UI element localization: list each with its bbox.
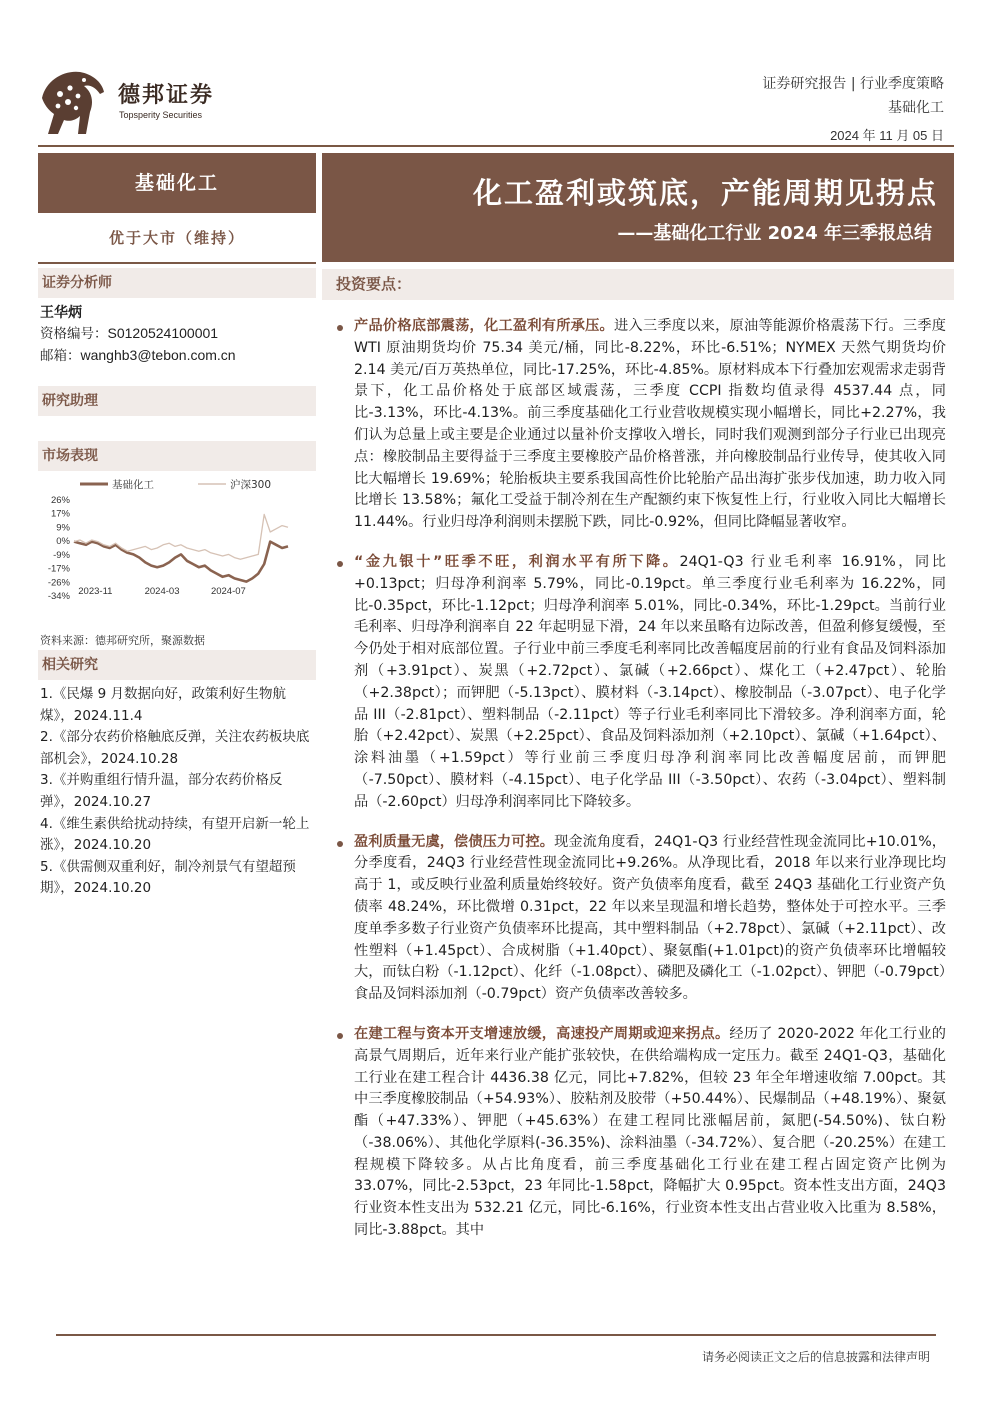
related-item[interactable]: 1.《民爆 9 月数据向好，政策利好生物航煤》，2024.11.4 bbox=[40, 686, 287, 724]
legend-label: 沪深300 bbox=[230, 479, 272, 491]
related-item[interactable]: 2.《部分农药价格触底反弹，关注农药板块底部机会》，2024.10.28 bbox=[40, 729, 310, 767]
paragraph-text: 现金流角度看，24Q1-Q3 行业经营性现金流同比+10.01%，分季度看，24Q3 行业经营性现金流同比+9.26%。从净现比看，2018 年以来行业净现比均高于 1，或反映行业盈利质量始终较好。资产负债率角度看，截至 24Q3 基础化工行业资产负债率 48.24%，环比微增 0.31pct，22 年以来呈现温和增长趋势，整体处于可控水平。三季度单季多数子行业资产负债率环比提高，其中塑料制品（+2.78pct）、氯碱（+2.11pct）、改性塑料（+1.45pct）、合成树脂（+1.40pct）、聚氨酯(+1.01pct)的资产负债率环比增幅较大，而钛白粉（-1.12pct）、化纤（-1.08pct）、磷肥及磷化工（-1.02pct）、钾肥（-0.79pct）食品及饲料添加剂（-0.79pct）资产负债率改善较多。 bbox=[354, 833, 946, 1003]
left-divider bbox=[38, 262, 316, 264]
key-point-paragraph bbox=[322, 316, 954, 534]
x-tick-label: 2023-11 bbox=[78, 586, 113, 597]
header-meta bbox=[762, 72, 944, 148]
y-tick-label: 0% bbox=[56, 536, 70, 548]
email-label: 邮箱： bbox=[40, 348, 81, 364]
report-title: 化工盈利或筑底，产能周期见拐点 bbox=[472, 176, 938, 210]
analyst-name: 王华炳 bbox=[40, 305, 82, 321]
related-item[interactable]: 4.《维生素供给扰动持续，有望开启新一轮上涨》，2024.10.20 bbox=[40, 815, 310, 854]
key-points-title: 投资要点： bbox=[322, 269, 954, 300]
disclaimer-note: 请务必阅读正文之后的信息披露和法律声明 bbox=[701, 1350, 930, 1364]
paragraph-lead: 盈利质量无虞，偿债压力可控。 bbox=[354, 833, 555, 850]
footer-divider bbox=[56, 1334, 936, 1336]
market-performance-chart bbox=[38, 476, 316, 606]
related-section-title: 相关研究 bbox=[38, 650, 316, 680]
related-item[interactable]: 3.《并购重组行情升温，部分农药价格反弹》，2024.10.27 bbox=[40, 772, 283, 810]
title-box bbox=[322, 153, 954, 262]
cert-value: S0120524100001 bbox=[107, 325, 219, 341]
header-divider bbox=[38, 145, 954, 147]
paragraph-lead: 在建工程与资本开支增速放缓，高速投产周期或迎来拐点。 bbox=[354, 1025, 730, 1042]
leopard-logo-icon bbox=[40, 68, 106, 138]
related-research-list bbox=[40, 684, 312, 900]
report-type: 证券研究报告 | 行业季度策略 bbox=[762, 76, 944, 92]
report-date: 2024 年 11 月 05 日 bbox=[830, 128, 944, 143]
chart-source: 资料来源：德邦研究所，聚源数据 bbox=[40, 634, 205, 647]
report-subtitle: ——基础化工行业 2024 年三季报总结 bbox=[617, 223, 932, 244]
bullet-icon bbox=[337, 1033, 343, 1039]
y-tick-label: 26% bbox=[50, 495, 70, 506]
market-section-title: 市场表现 bbox=[38, 441, 316, 471]
bullet-icon bbox=[337, 841, 343, 847]
analyst-email bbox=[40, 344, 236, 364]
assistant-section-title: 研究助理 bbox=[38, 386, 316, 416]
legend-label: 基础化工 bbox=[112, 479, 154, 491]
related-item[interactable]: 5.《供需侧双重利好，制冷剂景气有望超预期》，2024.10.20 bbox=[40, 858, 296, 897]
bullet-icon bbox=[337, 325, 343, 331]
email-value[interactable]: wanghb3@tebon.com.cn bbox=[80, 347, 236, 363]
x-tick-label: 2024-03 bbox=[144, 586, 180, 597]
key-point-paragraph bbox=[322, 832, 954, 1006]
y-tick-label: 9% bbox=[56, 522, 70, 534]
bullet-icon bbox=[337, 561, 343, 567]
y-tick-label: 17% bbox=[50, 508, 70, 520]
cert-label: 资格编号： bbox=[40, 326, 108, 342]
key-point-paragraph bbox=[322, 1024, 954, 1242]
series-line-sector bbox=[74, 542, 288, 582]
paragraph-text: 经历了 2020-2022 年化工行业的高景气周期后，近年来行业产能扩张较快，在供给端构成一定压力。截至 24Q1-Q3，基础化工行业在建工程合计 4436.38 亿元，同比+7.82%，但较 23 年全年增速收缩 7.00pct。其中三季度橡胶制品（+54.93%）、胶粘剂及胶带（+50.44%）、民爆制品（+48.19%）、聚氨酯（+47.33%）、钾肥（+45.63%）在建工程同比涨幅居前，氮肥(-54.50%)、钛白粉（-38.06%）、其他化学原料(-36.35%)、涂料油墨（-34.72%）、复合肥（-20.25%）在建工程规模下降较多。从占比角度看，前三季度基础化工行业在建工程占固定资产比例为 33.07%，同比-2.53pct，23 年同比-1.58pct，降幅扩大 0.95pct。资本性支出方面，24Q3 行业资本性支出为 532.21 亿元，同比-6.16%，行业资本性支出占营业收入比重为 8.58%，同比-3.88pct。其中 bbox=[354, 1025, 946, 1239]
analyst-cert bbox=[40, 322, 218, 342]
x-tick-label: 2024-07 bbox=[210, 586, 246, 597]
analyst-section-title: 证券分析师 bbox=[38, 268, 316, 298]
company-logo bbox=[40, 68, 260, 140]
rating: 优于大市（维持） bbox=[108, 229, 245, 247]
logo-cn-text: 德邦证券 bbox=[118, 83, 215, 108]
paragraph-text: 进入三季度以来，原油等能源价格震荡下行。三季度 WTI 原油期货均价 75.34 美元/桶，同比-8.22%，环比-6.51%；NYMEX 天然气期货均价 2.14 美元/百万英热单位，同比-17.25%，环比-4.85%。原材料成本下行叠加宏观需求走弱背景下，化工品价格处于底部区域震荡，三季度 CCPI 指数均值录得 4537.44 点，同比-3.13%，环比-4.13%。前三季度基础化工行业营收规模实现小幅增长，同比+2.27%，我们认为总量上或主要是企业通过以量补价支撑收入增长，同时我们观测到部分子行业已出现亮点：橡胶制品主要得益于三季度主要橡胶产品价格普涨，并向橡胶制品行业传导，使其收入同比大幅增长 19.69%；轮胎板块主要系我国高性价比轮胎产品出海扩张步伐加速，助力收入同比增长 13.58%；氟化工受益于制冷剂在生产配额约束下恢复性上行，行业收入同比大幅增长 11.44%。行业归母净利润则未摆脱下跌，同比-0.92%，但同比降幅显著收窄。 bbox=[354, 318, 946, 531]
y-tick-label: -26% bbox=[47, 577, 70, 589]
logo-en-text: Topsperity Securities bbox=[119, 110, 203, 120]
series-line-benchmark bbox=[74, 514, 288, 559]
sector-box: 基础化工 bbox=[38, 153, 316, 213]
chart-svg bbox=[38, 476, 316, 606]
y-tick-label: -34% bbox=[47, 591, 70, 602]
paragraph-lead: “金九银十”旺季不旺，利润水平有所下降。 bbox=[354, 553, 680, 570]
key-point-paragraph bbox=[322, 552, 954, 814]
y-tick-label: -17% bbox=[47, 563, 70, 575]
paragraph-lead: 产品价格底部震荡，化工盈利有所承压。 bbox=[354, 318, 615, 334]
paragraph-text: 24Q1-Q3 行业毛利率 16.91%，同比+0.13pct；归母净利润率 5.79%，同比-0.19pct。单三季度行业毛利率为 16.22%，同比-0.35pct，环比-1.12pct；归母净利润率 5.01%，同比-0.34%，环比-1.29pct。当前行业毛利率、归母净利润率自 22 年起明显下滑，24 年以来虽略有边际改善，但盈利修复缓慢，至今仍处于相对底部位置。子行业中前三季度毛利率同比改善幅度居前的行业有食品及饲料添加剂（+3.91pct）、炭黑（+2.72pct）、氯碱（+2.66pct）、煤化工（+2.47pct）、轮胎（+2.38pct）；而钾肥（-5.13pct）、膜材料（-3.14pct）、橡胶制品（-3.07pct）、电子化学品 III（-2.81pct）、塑料制品（-2.11pct）等子行业毛利率同比下滑较多。净利润率方面，轮胎（+2.42pct）、炭黑（+2.25pct）、食品及饲料添加剂（+2.10pct）、氯碱（+1.64pct）、涂料油墨（+1.59pct）等行业前三季度归母净利润率同比改善幅度居前，而钾肥（-7.50pct）、膜材料（-4.15pct）、电子化学品 III（-3.50pct）、农药（-3.04pct）、塑料制品（-2.60pct）归母净利润率同比下降较多。 bbox=[354, 553, 946, 810]
sector-tag: 基础化工 bbox=[888, 100, 944, 116]
key-points-body bbox=[322, 316, 954, 1260]
y-tick-label: -9% bbox=[53, 549, 70, 561]
